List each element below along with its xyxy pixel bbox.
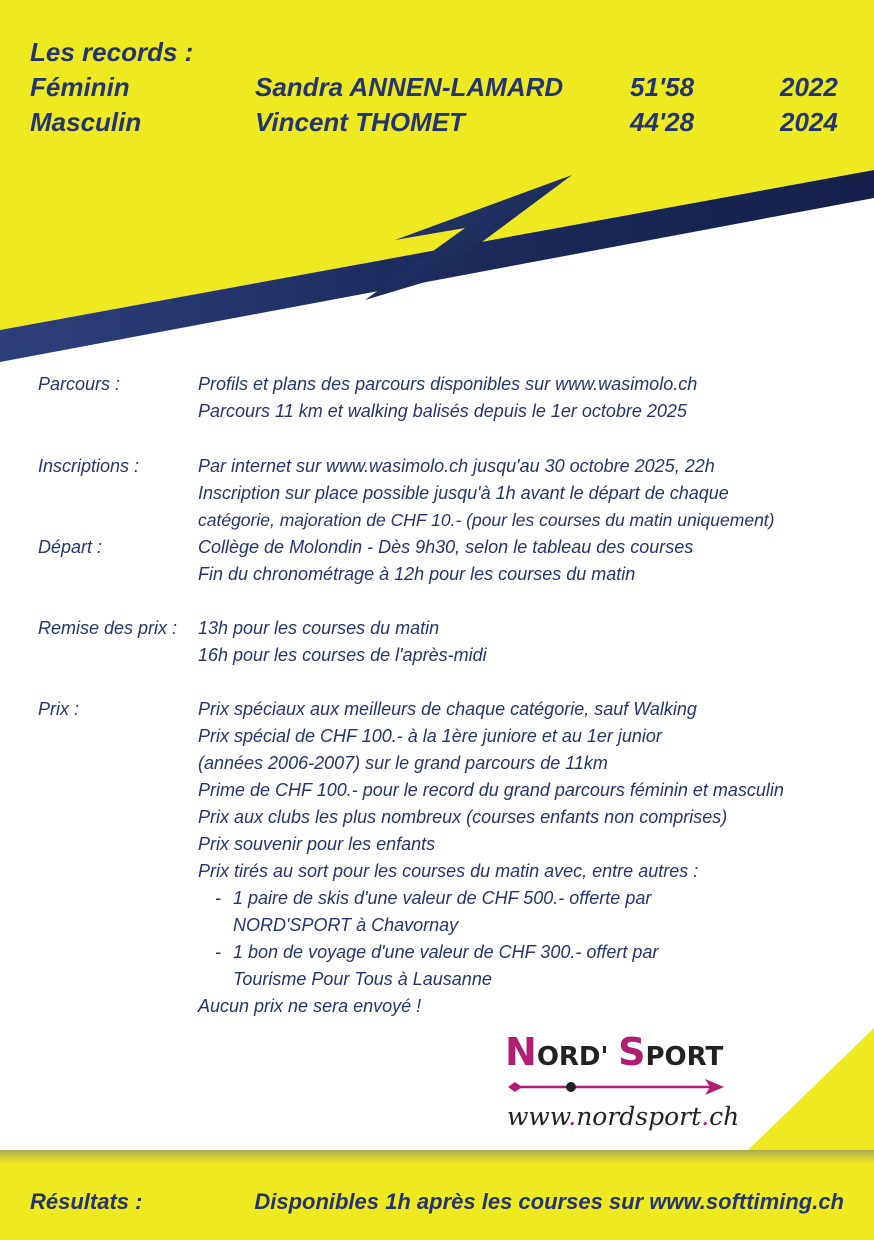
prix-bullet-line: NORD'SPORT à Chavornay bbox=[233, 915, 459, 935]
inscriptions-label: Inscriptions : bbox=[38, 456, 140, 476]
depart-line: Fin du chronométrage à 12h pour les courses du matin bbox=[198, 564, 636, 584]
bottom-shadow-overlay bbox=[0, 1150, 874, 1164]
results-text: Disponibles 1h après les courses sur www.softtiming.ch bbox=[254, 1189, 844, 1214]
parcours-line: Parcours 11 km et walking balisés depuis le 1er octobre 2025 bbox=[198, 401, 687, 421]
logo-letter-n: N bbox=[505, 1030, 537, 1074]
logo-url bbox=[507, 1102, 739, 1131]
prix-line: Prix tirés au sort pour les courses du matin avec, entre autres : bbox=[198, 861, 699, 881]
prix-label: Prix : bbox=[38, 699, 80, 719]
logo-wordmark bbox=[505, 1030, 723, 1074]
prix-line: Prix spécial de CHF 100.- à la 1ère juniore et au 1er junior bbox=[198, 726, 662, 746]
prix-line: Prix spéciaux aux meilleurs de chaque catégorie, sauf Walking bbox=[198, 699, 697, 719]
inscriptions-line: Inscription sur place possible jusqu'à 1h avant le départ de chaque bbox=[198, 483, 729, 503]
logo-ord: ORD bbox=[536, 1042, 601, 1072]
records-title: Les records : bbox=[30, 37, 194, 67]
parcours-label: Parcours : bbox=[38, 374, 121, 394]
logo-url-tld: ch bbox=[709, 1102, 740, 1131]
logo-port: PORT bbox=[645, 1042, 724, 1072]
prix-bullet-line: Tourisme Pour Tous à Lausanne bbox=[233, 969, 492, 989]
logo-url-www: www bbox=[507, 1102, 569, 1131]
prix-bullet-dash: - bbox=[215, 888, 221, 908]
logo-letter-s: S bbox=[618, 1030, 646, 1074]
depart-label: Départ : bbox=[38, 537, 103, 557]
prix-bullet-dash: - bbox=[215, 942, 221, 962]
prix-bullet-line: 1 paire de skis d'une valeur de CHF 500.- offerte par bbox=[233, 888, 652, 908]
inscriptions-line: catégorie, majoration de CHF 10.- (pour les courses du matin uniquement) bbox=[198, 510, 775, 530]
logo-url-dot: . bbox=[701, 1102, 710, 1131]
record-women-name: Sandra ANNEN-LAMARD bbox=[255, 72, 564, 102]
depart-line: Collège de Molondin - Dès 9h30, selon le tableau des courses bbox=[198, 537, 694, 557]
prix-closing: Aucun prix ne sera envoyé ! bbox=[198, 996, 422, 1016]
logo-apostrophe: ' bbox=[600, 1042, 609, 1072]
inscriptions-line: Par internet sur www.wasimolo.ch jusqu'au 30 octobre 2025, 22h bbox=[198, 456, 715, 476]
nordsport-logo bbox=[505, 1030, 740, 1140]
record-women-time: 51'58 bbox=[630, 72, 695, 102]
logo-url-name: nordsport bbox=[576, 1102, 702, 1131]
prix-line: Prime de CHF 100.- pour le record du grand parcours féminin et masculin bbox=[198, 780, 784, 800]
remise-line: 13h pour les courses du matin bbox=[198, 618, 440, 638]
remise-label: Remise des prix : bbox=[38, 618, 178, 638]
parcours-line: Profils et plans des parcours disponibles sur www.wasimolo.ch bbox=[198, 374, 698, 394]
logo-url-dot: . bbox=[568, 1102, 577, 1131]
results-label: Résultats : bbox=[30, 1189, 143, 1214]
bottom-yellow-corner bbox=[748, 1028, 874, 1150]
prix-line: Prix souvenir pour les enfants bbox=[198, 834, 436, 854]
record-men-category: Masculin bbox=[30, 107, 142, 137]
record-men-name: Vincent THOMET bbox=[255, 107, 465, 137]
logo-arrow-icon bbox=[505, 1076, 727, 1098]
record-men-time: 44'28 bbox=[630, 107, 695, 137]
prix-line: (années 2006-2007) sur le grand parcours de 11km bbox=[198, 753, 608, 773]
record-men-year: 2024 bbox=[780, 107, 838, 137]
prix-bullet-line: 1 bon de voyage d'une valeur de CHF 300.- offert par bbox=[233, 942, 659, 962]
record-women-category: Féminin bbox=[30, 72, 130, 102]
prix-line: Prix aux clubs les plus nombreux (courses enfants non comprises) bbox=[198, 807, 728, 827]
remise-line: 16h pour les courses de l'après-midi bbox=[198, 645, 487, 665]
record-women-year: 2022 bbox=[780, 72, 838, 102]
